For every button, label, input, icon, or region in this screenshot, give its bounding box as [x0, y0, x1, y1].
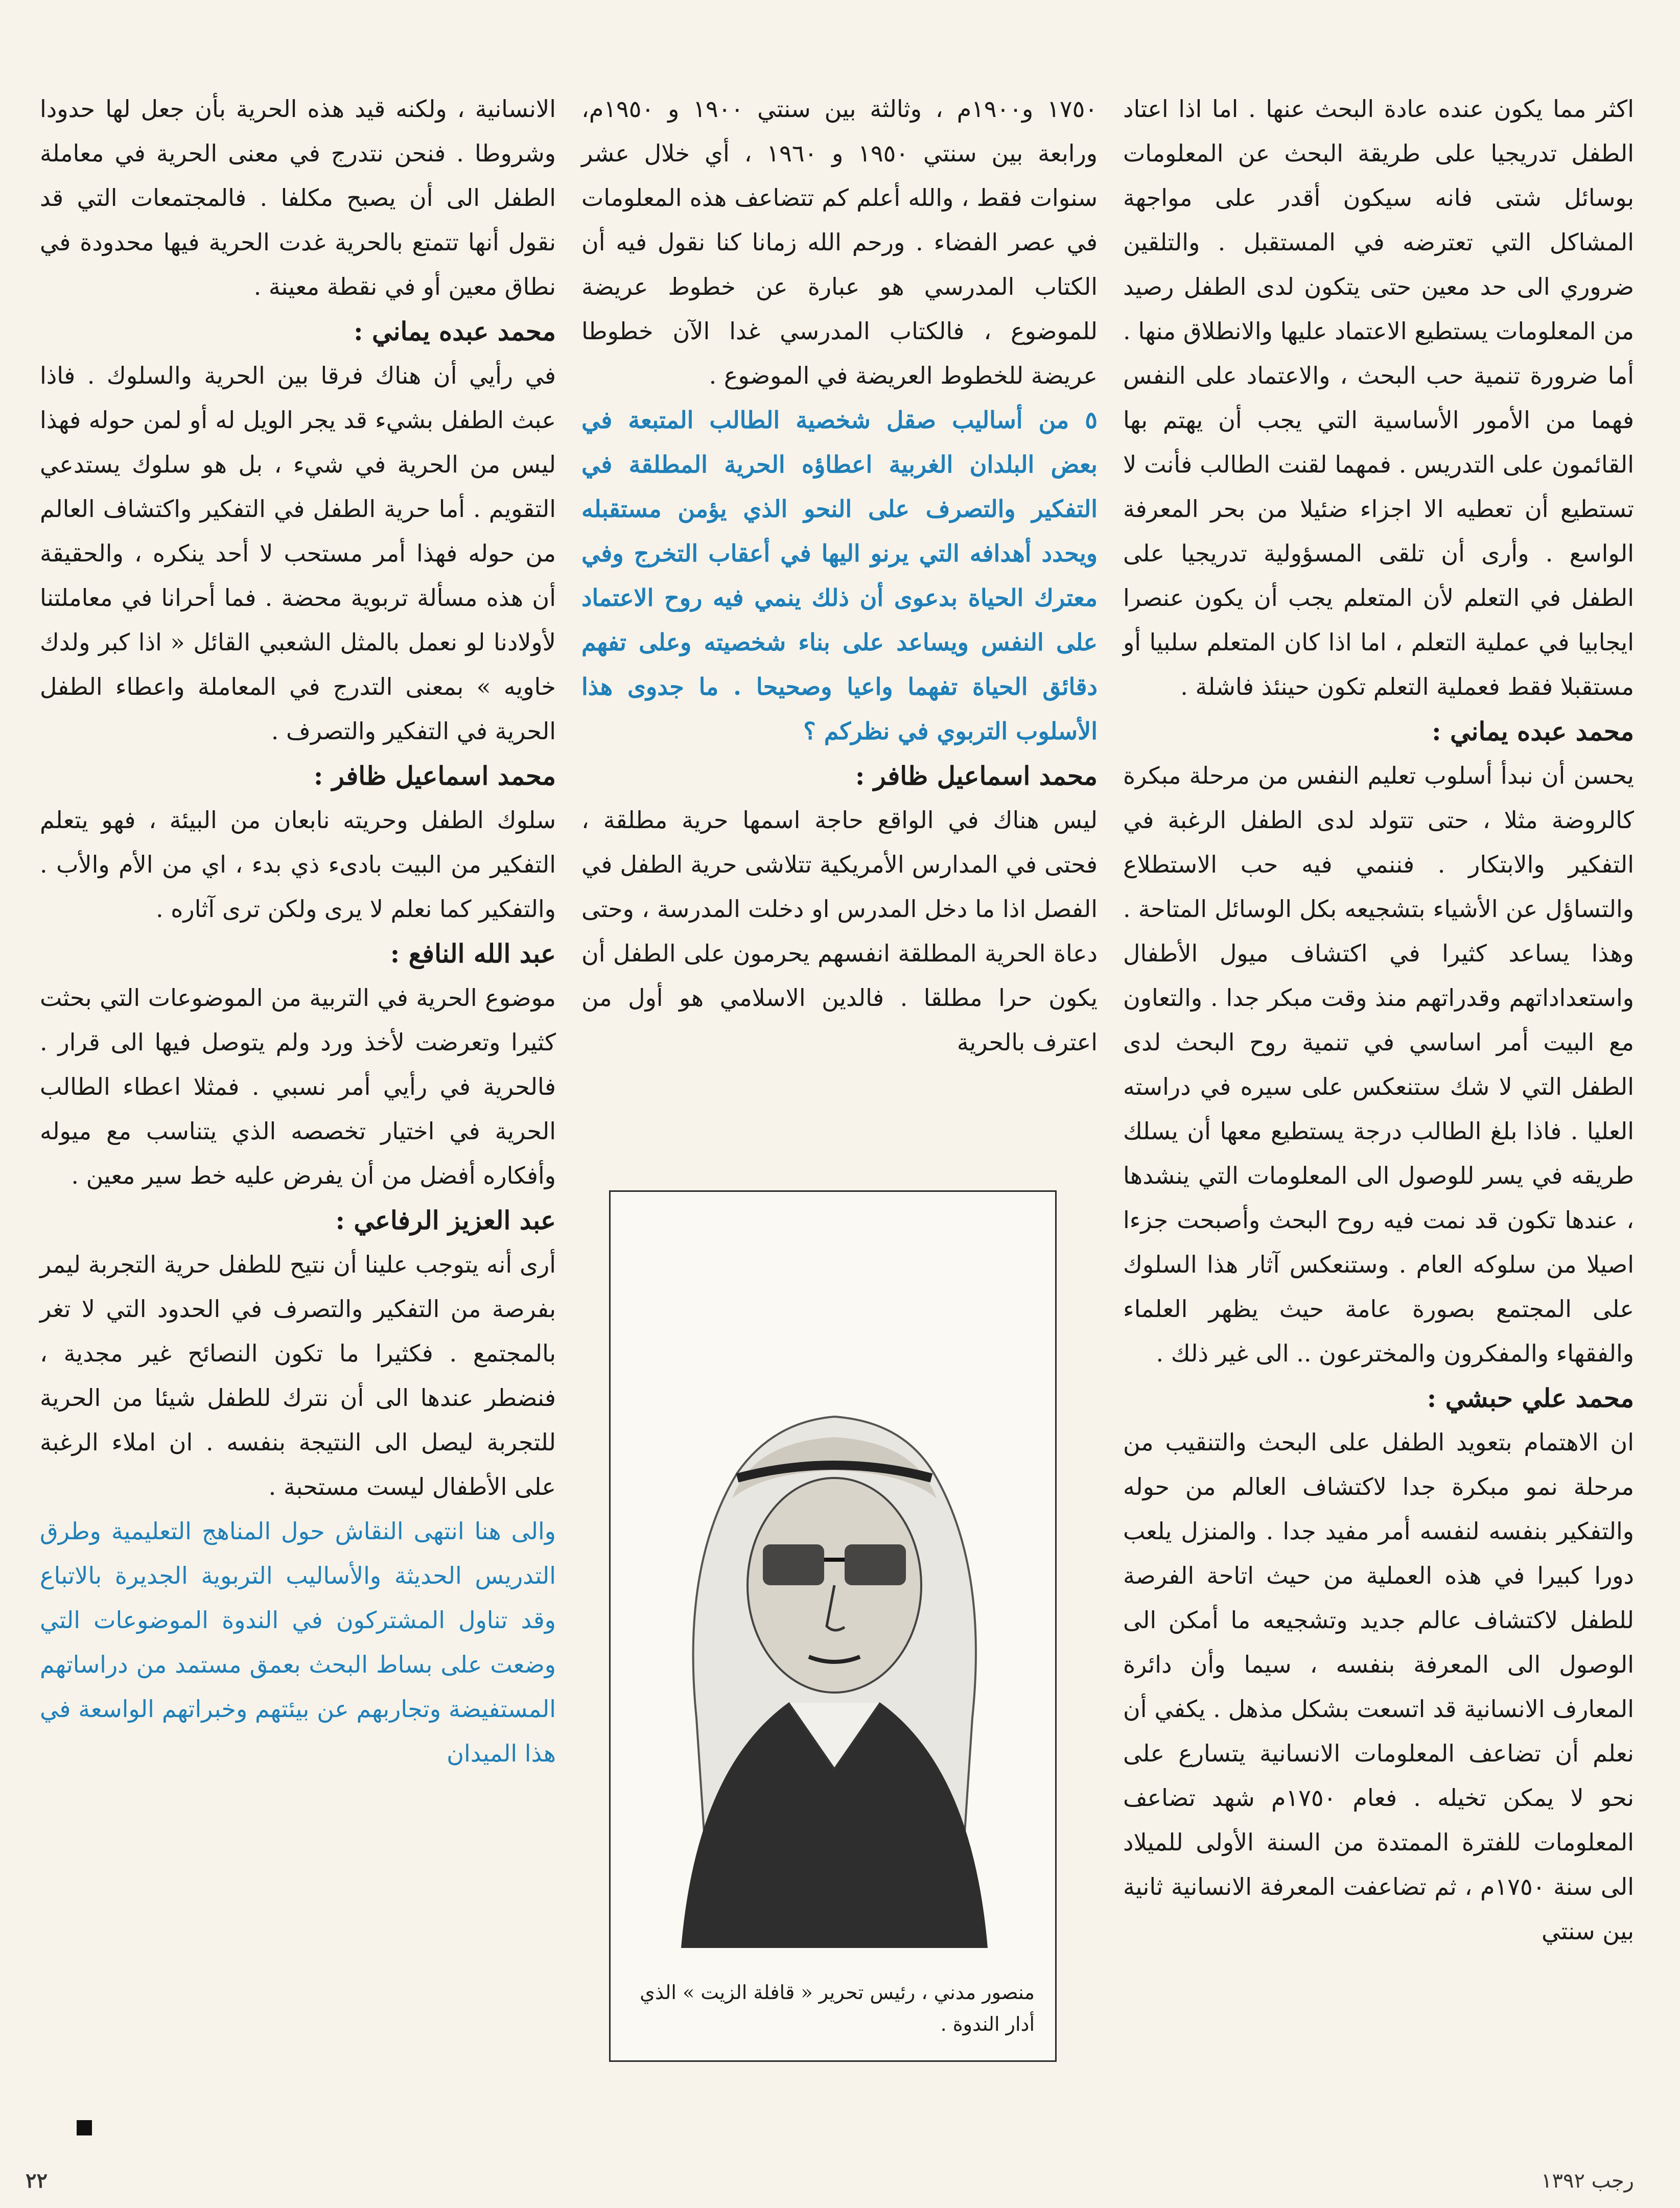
speaker-name: عبد الله النافع :	[390, 938, 556, 969]
paragraph: ١٧٥٠ و١٩٠٠م ، وثالثة بين سنتي ١٩٠٠ و ١٩٥٠م، ورابعة بين سنتي ١٩٥٠ و ١٩٦٠ ، أي خلال عشر سنوات فقط ، والله أعلم كم تتضاعف هذه المعلومات في عصر الفضاء . ورحم الله زمانا كنا نقول فيه أن الكتاب المدرسي هو عبارة عن خطوط عريضة للموضوع ، فالكتاب المدرسي غدا الآن خطوطا عريضة للخطوط العريضة في الموضوع .	[581, 95, 1098, 389]
issue-date: رجب ١٣٩٢	[1541, 2169, 1634, 2193]
speaker-name: عبد العزيز الرفاعي :	[335, 1205, 556, 1235]
paragraph: الانسانية ، ولكنه قيد هذه الحرية بأن جعل لها حدودا وشروطا . فنحن نتدرج في معنى الحرية في معاملة الطفل الى أن يصبح مكلفا . فالمجتمعات التي قد نقول أنها تتمتع بالحرية غدت الحرية فيها محدودة في نطاق معين أو في نقطة معينة .	[40, 95, 556, 300]
column-left	[40, 87, 556, 1776]
paragraph: في رأيي أن هناك فرقا بين الحرية والسلوك . فاذا عبث الطفل بشيء قد يجر الويل له أو لمن حوله فهذا ليس من الحرية في شيء ، بل هو سلوك يستدعي التقويم . أما حرية الطفل في التفكير واكتشاف العالم من حوله فهذا أمر مستحب لا أحد ينكره ، والحقيقة أن هذه مسألة تربوية محضة . فما أحرانا في معاملتنا لأولادنا لو نعمل بالمثل الشعبي القائل « اذا كبر ولدك خاويه » بمعنى التدرج في المعاملة واعطاء الطفل الحرية في التفكير والتصرف .	[40, 362, 556, 745]
end-of-article-mark	[77, 2120, 92, 2135]
portrait-photo-frame	[609, 1190, 1057, 2062]
speaker-name: محمد اسماعيل ظافر :	[855, 761, 1098, 791]
paragraph: أرى أنه يتوجب علينا أن نتيح للطفل حرية التجربة ليمر بفرصة من التفكير والتصرف في الحدود التي لا تغر بالمجتمع . فكثيرا ما تكون النصائح غير مجدية ، فنضطر عندها الى أن نترك للطفل شيئا من الحرية للتجربة ليصل الى النتيجة بنفسه . ان املاء الرغبة على الأطفال ليست مستحبة .	[40, 1251, 556, 1500]
page-number: ٢٢	[26, 2169, 48, 2193]
paragraph: ليس هناك في الواقع حاجة اسمها حرية مطلقة ، فحتى في المدارس الأمريكية تتلاشى حرية الطفل في الفصل اذا ما دخل المدرس او دخلت المدرسة ، وحتى دعاة الحرية المطلقة انفسهم يحرمون على الطفل أن يكون حرا مطلقا . فالدين الاسلامي هو أول من اعترف بالحرية	[581, 806, 1098, 1056]
paragraph: اكثر مما يكون عنده عادة البحث عنها . اما اذا اعتاد الطفل تدريجيا على طريقة البحث عن المعلومات بوسائل شتى فانه سيكون أقدر على مواجهة المشاكل التي تعترضه في المستقبل . والتلقين ضروري الى حد معين حتى يتكون لدى الطفل رصيد من المعلومات يستطيع الاعتماد عليها والانطلاق منها . أما ضرورة تنمية حب البحث ، والاعتماد على النفس فهما من الأمور الأساسية التي يجب أن يهتم بها القائمون على التدريس . فمهما لقنت الطالب فأنت لا تستطيع أن تعطيه الا اجزاء ضئيلا من بحر المعرفة الواسع . وأرى أن تلقى المسؤولية تدريجيا على الطفل في التعلم لأن المتعلم يجب أن يكون عنصرا ايجابيا في عملية التعلم ، اما اذا كان المتعلم سلبيا أو مستقبلا فقط فعملية التعلم تكون حينئذ فاشلة .	[1123, 95, 1634, 700]
question-text: ٥ من أساليب صقل شخصية الطالب المتبعة في بعض البلدان الغربية اعطاؤه الحرية المطلقة في التفكير والتصرف على النحو الذي يؤمن مستقبله ويحدد أهدافه التي يرنو اليها في أعقاب التخرج وفي معترك الحياة بدعوى أن ذلك ينمي فيه روح الاعتماد على النفس ويساعد على بناء شخصيته وعلى تفهم دقائق الحياة تفهما واعيا وصحيحا . ما جدوى هذا الأسلوب التربوي في نظركم ؟	[581, 406, 1098, 745]
speaker-name: محمد عبده يماني :	[354, 316, 556, 346]
paragraph: ان الاهتمام بتعويد الطفل على البحث والتنقيب من مرحلة نمو مبكرة جدا لاكتشاف العالم من حوله والتفكير بنفسه لنفسه أمر مفيد جدا . والمنزل يلعب دورا كبيرا في هذه العملية من حيث اتاحة الفرصة للطفل لاكتشاف عالم جديد وتشجيعه ما أمكن الى الوصول الى المعرفة بنفسه ، سيما وأن دائرة المعارف الانسانية قد اتسعت بشكل مذهل . يكفي أن نعلم أن تضاعف المعلومات الانسانية يتسارع على نحو لا يمكن تخيله . فعام ١٧٥٠م شهد تضاعف المعلومات للفترة الممتدة من السنة الأولى للميلاد الى سنة ١٧٥٠م ، ثم تضاعفت المعرفة الانسانية ثانية بين سنتي	[1123, 1428, 1635, 1945]
speaker-name: محمد علي حبشي :	[1427, 1383, 1634, 1413]
column-middle	[581, 87, 1098, 1065]
paragraph: سلوك الطفل وحريته نابعان من البيئة ، فهو يتعلم التفكير من البيت بادىء ذي بدء ، اي من الأم والأب . والتفكير كما نعلم لا يرى ولكن ترى آثاره .	[40, 806, 556, 923]
paragraph: موضوع الحرية في التربية من الموضوعات التي بحثت كثيرا وتعرضت لأخذ ورد ولم يتوصل فيها الى قرار . فالحرية في رأيي أمر نسبي . فمثلا اعطاء الطالب الحرية في اختيار تخصصه الذي يتناسب مع ميوله وأفكاره أفضل من أن يفرض عليه خط سير معين .	[40, 984, 556, 1189]
closing-paragraph: والى هنا انتهى النقاش حول المناهج التعليمية وطرق التدريس الحديثة والأساليب التربوية الجديرة بالاتباع وقد تناول المشتركون في الندوة الموضوعات التي وضعت على بساط البحث بعمق مستمد من دراساتهم المستفيضة وتجاربهم عن بيئتهم وخبراتهم الواسعة في هذا الميدان	[40, 1517, 556, 1767]
speaker-name: محمد اسماعيل ظافر :	[313, 761, 556, 791]
photo-caption: منصور مدني ، رئيس تحرير « قافلة الزيت » الذي أدار الندوة .	[640, 1981, 1035, 2035]
portrait-photo	[620, 1258, 1044, 1948]
speaker-name: محمد عبده يماني :	[1432, 716, 1634, 746]
paragraph: يحسن أن نبدأ أسلوب تعليم النفس من مرحلة مبكرة كالروضة مثلا ، حتى تتولد لدى الطفل الرغبة في التفكير والابتكار . فننمي فيه حب الاستطلاع والتساؤل عن الأشياء بتشجيعه بكل الوسائل المتاحة . وهذا يساعد كثيرا في اكتشاف ميول الأطفال واستعداداتهم وقدراتهم منذ وقت مبكر جدا . والتعاون مع البيت أمر اساسي في تنمية روح البحث لدى الطفل التي لا شك ستنعكس على سيره في دراسته العليا . فاذا بلغ الطالب درجة يستطيع معها أن يسلك طريقه في يسر للوصول الى المعلومات التي ينشدها ، عندها تكون قد نمت فيه روح البحث وأصبحت جزءا اصيلا من سلوكه العام . وستنعكس آثار هذا السلوك على المجتمع بصورة عامة حيث يظهر العلماء والفقهاء والمفكرون والمخترعون .. الى غير ذلك .	[1123, 762, 1635, 1367]
column-right	[1123, 87, 1634, 1954]
